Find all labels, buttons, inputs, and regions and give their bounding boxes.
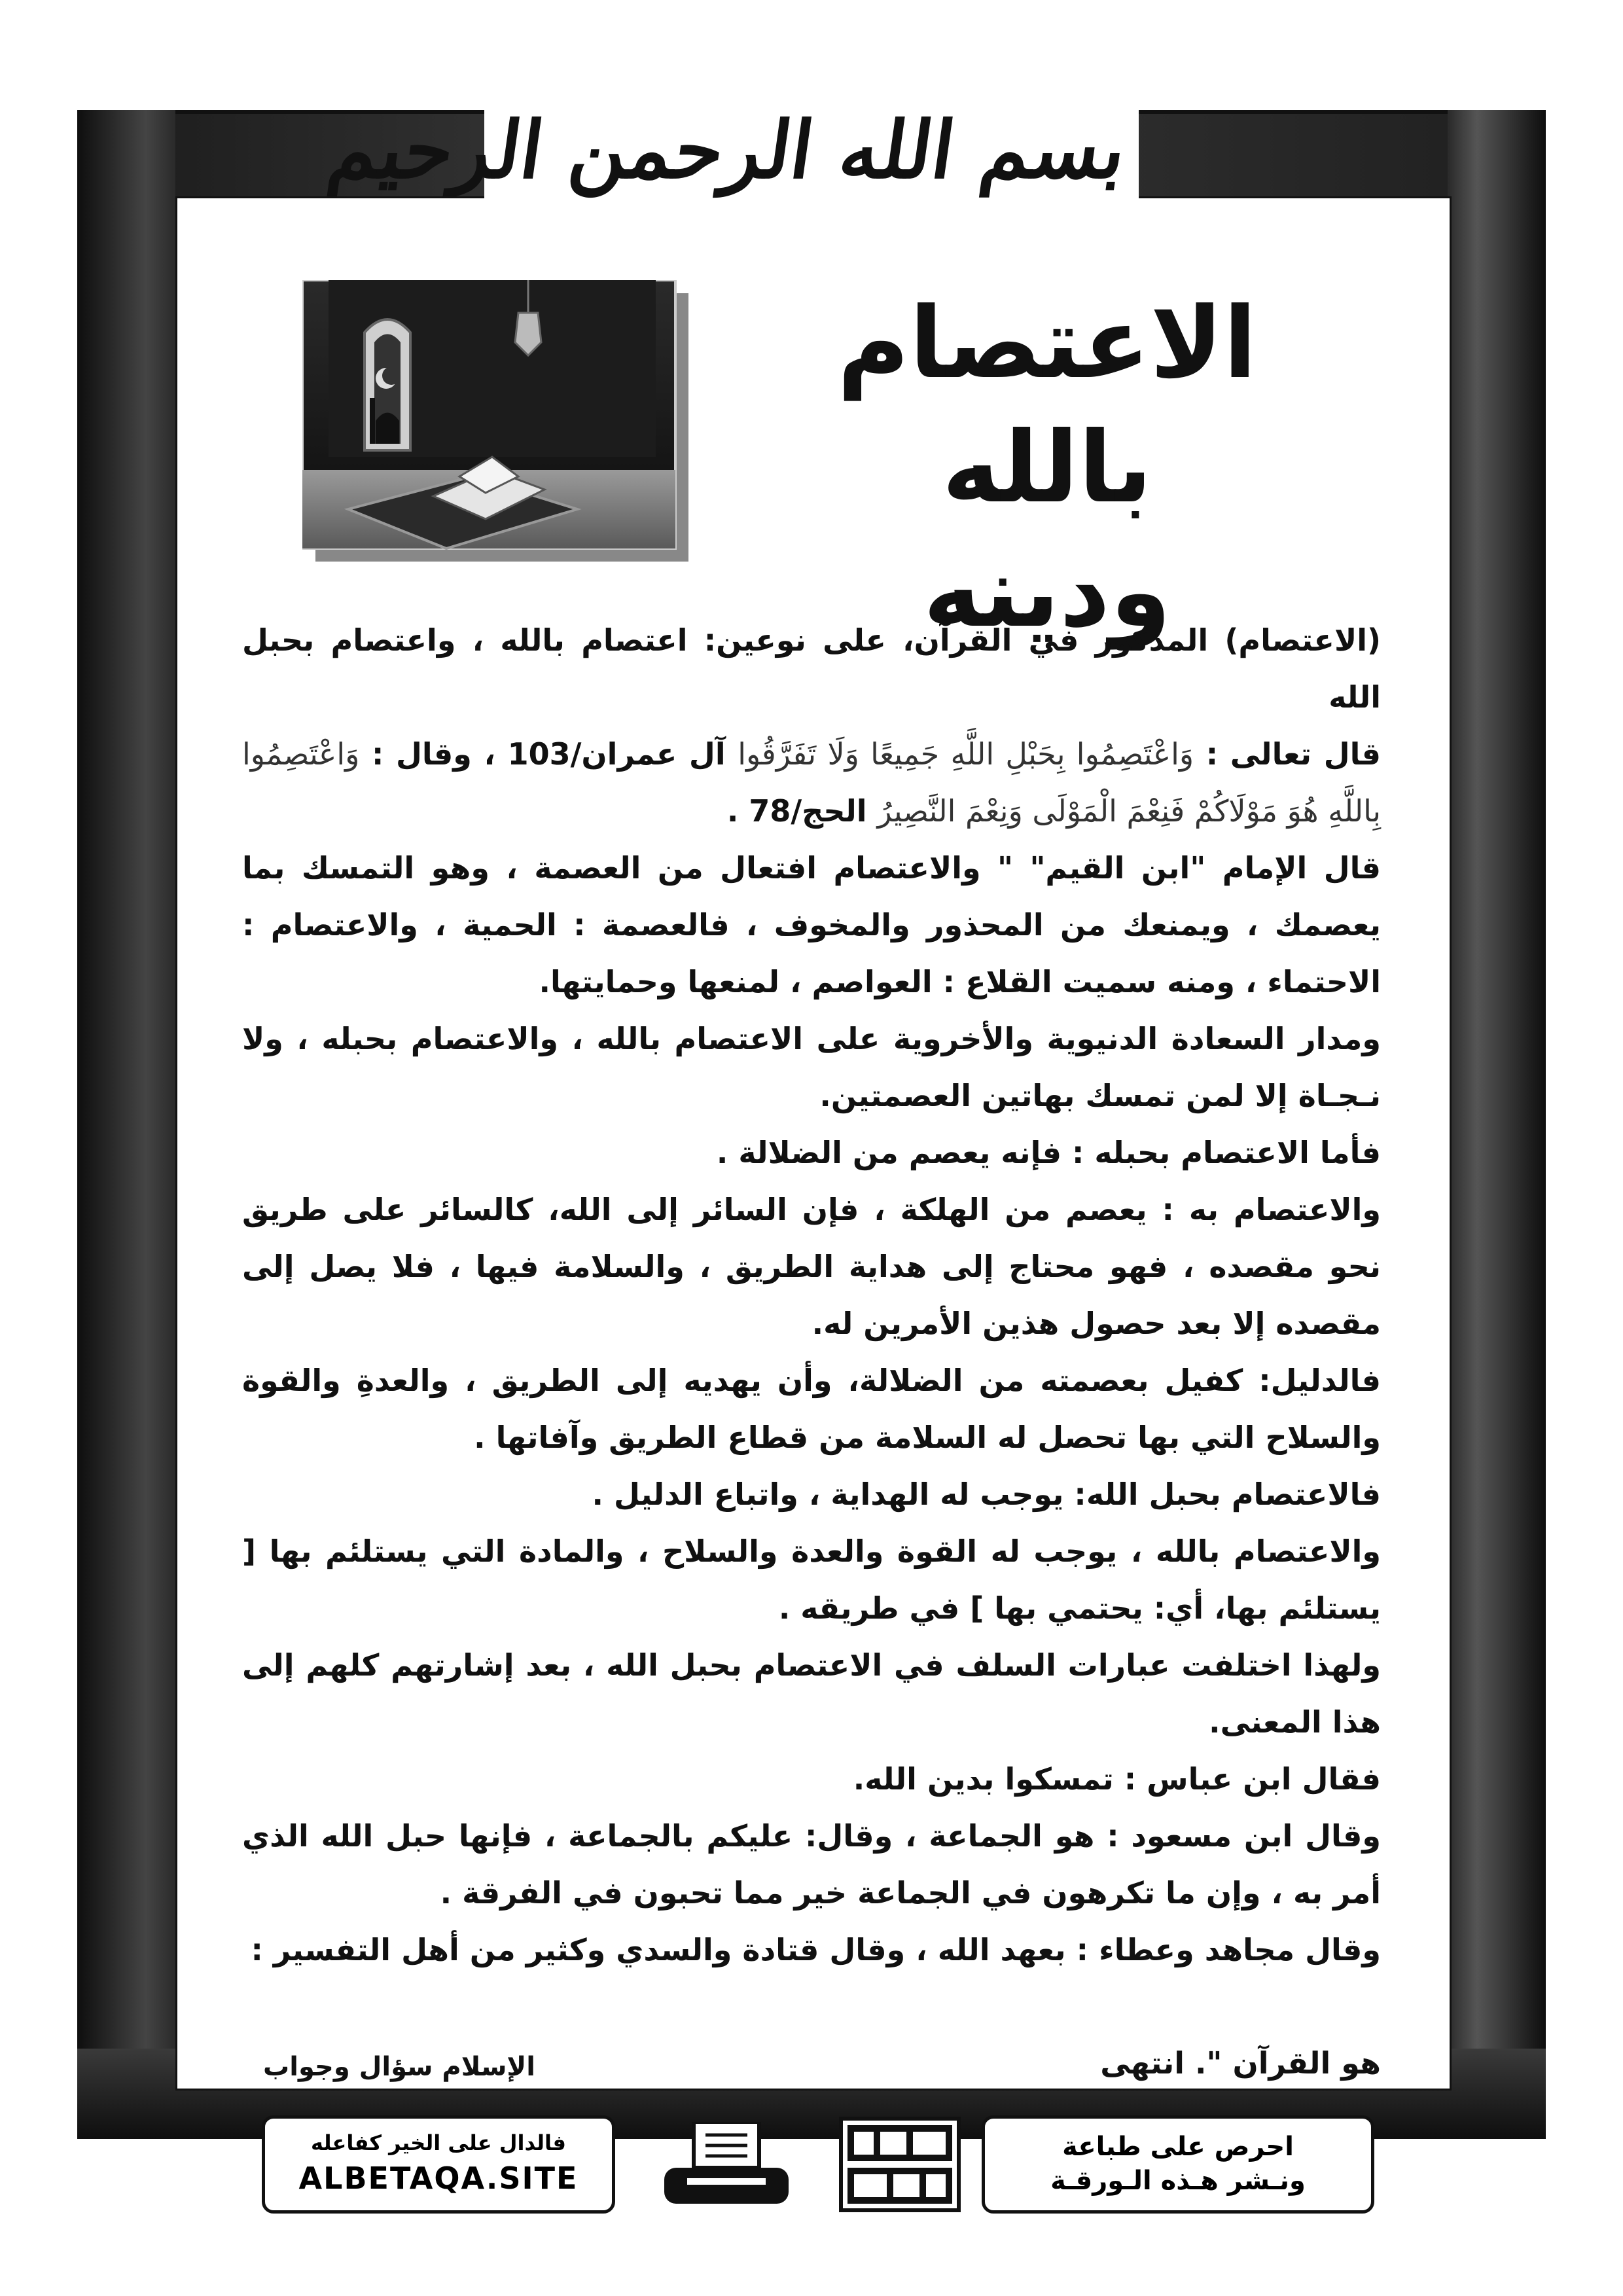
paragraph-text: ولهذا اختلفت عبارات السلف في الاعتصام بحبل الله ، بعد إشارتهم كلهم إلى هذا المعنى. — [242, 1647, 1381, 1740]
mosque-illustration — [302, 280, 688, 562]
paragraph-text: قال الإمام "ابن القيم" " والاعتصام افتعال من العصمة ، وهو التمسك بما يعصمك ، ويمنعك من المحذور والمخوف ، فالعصمة : الحمية ، والاعتصام : الاحتماء ، ومنه سميت القلاع : العواصم ، لمنعها وحمايتها. — [242, 850, 1381, 999]
paragraph — [242, 1922, 1381, 1979]
paragraph-text: فالدليل: كفيل بعصمته من الضلالة، وأن يهديه إلى الطريق ، والعدةِ والقوة والسلاح التي بها تحصل له السلامة من قطاع الطريق وآفاتها . — [242, 1363, 1381, 1455]
article-body — [242, 612, 1381, 1979]
article-ending: هو القرآن ". انتهى — [1100, 2045, 1381, 2081]
paragraph — [242, 1466, 1381, 1523]
source-credit: الإسلام سؤال وجواب — [263, 2052, 535, 2082]
paragraph — [242, 1181, 1381, 1352]
print-prompt-box — [982, 2115, 1374, 2214]
website-box — [262, 2115, 615, 2214]
page-title — [812, 281, 1283, 655]
paragraph-text: وقال مجاهد وعطاء : بعهد الله ، وقال قتادة والسدي وكثير من أهل التفسير : — [251, 1932, 1381, 1967]
paragraph — [242, 1751, 1381, 1808]
paragraph-text: فالاعتصام بحبل الله: يوجب له الهداية ، واتباع الدليل . — [592, 1477, 1381, 1512]
paragraph-text: قال تعالى : — [1194, 736, 1381, 772]
printer-icon — [661, 2122, 792, 2214]
quran-verse: وَاعْتَصِمُوا بِحَبْلِ اللَّهِ جَمِيعًا وَلَا تَفَرَّقُوا — [738, 736, 1194, 772]
paragraph-text: والاعتصام به : يعصم من الهلكة ، فإن السائر إلى الله، كالسائر على طريق نحو مقصده ، فهو محتاج إلى هداية الطريق ، والسلامة فيها ، فلا يصل إلى مقصده إلا بعد حصول هذين الأمرين له. — [242, 1192, 1381, 1341]
footer-motto: فالدال على الخير كفاعله — [311, 2130, 566, 2155]
paragraph — [242, 1808, 1381, 1922]
basmala-calligraphy: بسم الله الرحمن الرحيم — [323, 104, 1132, 196]
paragraph-text: وقال ابن مسعود : هو الجماعة ، وقال: عليكم بالجماعة ، فإنها حبل الله الذي أمر به ، وإن ما تكرهون في الجماعة خير مما تحبون في الفرقة . — [242, 1818, 1381, 1910]
frame-left-side — [77, 110, 175, 2139]
paragraph-text: الحج/78 . — [726, 793, 878, 829]
paragraph-text: ومدار السعادة الدنيوية والأخروية على الاعتصام بالله ، والاعتصام بحبله ، ولا نـجـاة إلا لمن تمسك بهاتين العصمتين. — [242, 1021, 1381, 1113]
frame-right-side — [1448, 110, 1546, 2139]
paragraph — [242, 1352, 1381, 1466]
quran-verse: وَاعْتَصِمُوا بِاللَّهِ هُوَ مَوْلَاكُمْ فَنِعْمَ الْمَوْلَى وَنِعْمَ النَّصِيرُ — [242, 736, 1381, 829]
title-line-2: بالله ودينه — [923, 411, 1171, 649]
paragraph — [242, 1011, 1381, 1124]
website-link[interactable]: ALBETAQA.SITE — [298, 2161, 579, 2196]
paragraph — [242, 1523, 1381, 1637]
paragraph — [242, 726, 1381, 840]
print-prompt-line-2: ونـشر هـذه الـورقـة — [1050, 2166, 1306, 2196]
print-prompt-line-1: احرص على طباعة — [1062, 2132, 1294, 2162]
logo-emblem — [838, 2115, 962, 2214]
paragraph — [242, 1637, 1381, 1751]
paragraph — [242, 612, 1381, 726]
paragraph — [242, 1124, 1381, 1181]
paragraph-text: (الاعتصام) المذكور في القرآن، على نوعين: اعتصام بالله ، واعتصام بحبل الله — [242, 622, 1381, 715]
paragraph — [242, 840, 1381, 1011]
paragraph-text: آل عمران/103 ، وقال : — [359, 736, 738, 772]
paragraph-text: والاعتصام بالله ، يوجب له القوة والعدة والسلاح ، والمادة التي يستلئم بها [ يستلئم بها، أي: يحتمي بها ] في طريقه . — [242, 1534, 1381, 1626]
paragraph-text: فأما الاعتصام بحبله : فإنه يعصم من الضلالة . — [716, 1135, 1381, 1170]
paragraph-text: فقال ابن عباس : تمسكوا بدين الله. — [853, 1761, 1381, 1797]
title-line-1: الاعتصام — [837, 287, 1257, 401]
footer-bar — [262, 2115, 1374, 2214]
